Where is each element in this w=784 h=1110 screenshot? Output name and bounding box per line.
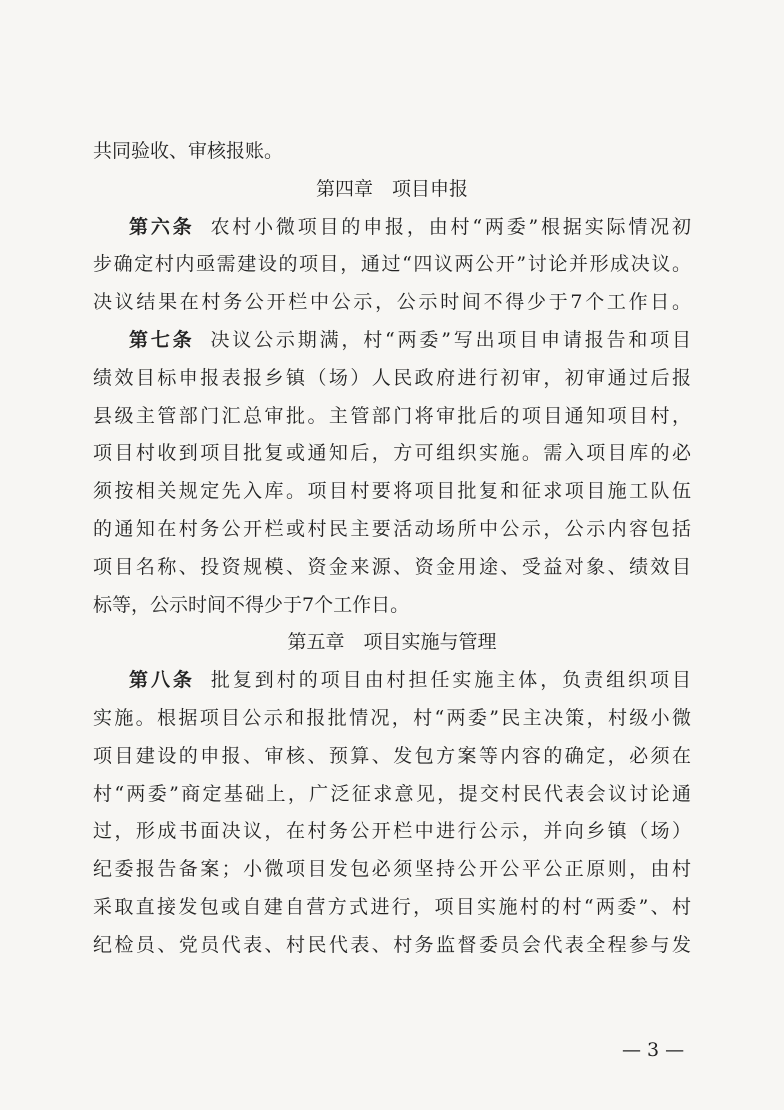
body-text [93, 133, 691, 965]
text-line: 共同验收、审核报账。 [93, 140, 284, 162]
text-line: 实施。根据项目公示和报批情况，村“两委”民主决策，村级小微 [93, 706, 691, 729]
chapter-heading-5: 第五章 项目实施与管理 [287, 631, 497, 654]
text-line: 步确定村内亟需建设的项目，通过“四议两公开”讨论并形成决议。 [93, 253, 691, 276]
text-line: 的通知在村务公开栏或村民主要活动场所中公示，公示内容包括 [93, 517, 691, 540]
text-line: 过，形成书面决议，在村务公开栏中进行公示，并向乡镇（场） [93, 820, 691, 843]
text-line: 须按相关规定先入库。项目村要将项目批复和征求项目施工队伍 [93, 480, 691, 503]
text-line: 农村小微项目的申报，由村“两委”根据实际情况初 [210, 215, 691, 238]
text-line: 县级主管部门汇总审批。主管部门将审批后的项目通知项目村， [93, 404, 691, 427]
article-7-label: 第七条 [129, 328, 195, 351]
text-line: 村“两委”商定基础上，广泛征求意见，提交村民代表会议讨论通 [93, 782, 691, 805]
text-line: 项目村收到项目批复或通知后，方可组织实施。需入项目库的必 [93, 442, 691, 465]
article-6-first-line [93, 209, 691, 247]
article-8-label: 第八条 [129, 669, 195, 692]
text-line: 纪检员、党员代表、村民代表、村务监督委员会代表全程参与发 [93, 933, 691, 956]
text-line: 采取直接发包或自建自营方式进行，项目实施村的村“两委”、村 [93, 895, 691, 918]
text-line: 标等，公示时间不得少于7个工作日。 [93, 593, 410, 616]
text-line: 绩效目标申报表报乡镇（场）人民政府进行初审，初审通过后报 [93, 366, 691, 389]
article-8-first-line [93, 662, 691, 700]
text-line: 批复到村的项目由村担任实施主体，负责组织项目 [210, 669, 691, 692]
chapter-heading-4: 第四章 项目申报 [315, 177, 468, 200]
text-line: 决议结果在村务公开栏中公示，公示时间不得少于7个工作日。 [93, 291, 691, 314]
text-line: 纪委报告备案；小微项目发包必须坚持公开公平公正原则，由村 [93, 858, 691, 881]
page-number: — 3 — [622, 1039, 685, 1061]
text-line: 项目建设的申报、审核、预算、发包方案等内容的确定，必须在 [93, 744, 691, 767]
article-6-label: 第六条 [129, 215, 195, 238]
text-line: 项目名称、投资规模、资金来源、资金用途、受益对象、绩效目 [93, 555, 691, 578]
article-7-first-line [93, 322, 691, 360]
text-line: 决议公示期满，村“两委”写出项目申请报告和项目 [210, 328, 691, 351]
